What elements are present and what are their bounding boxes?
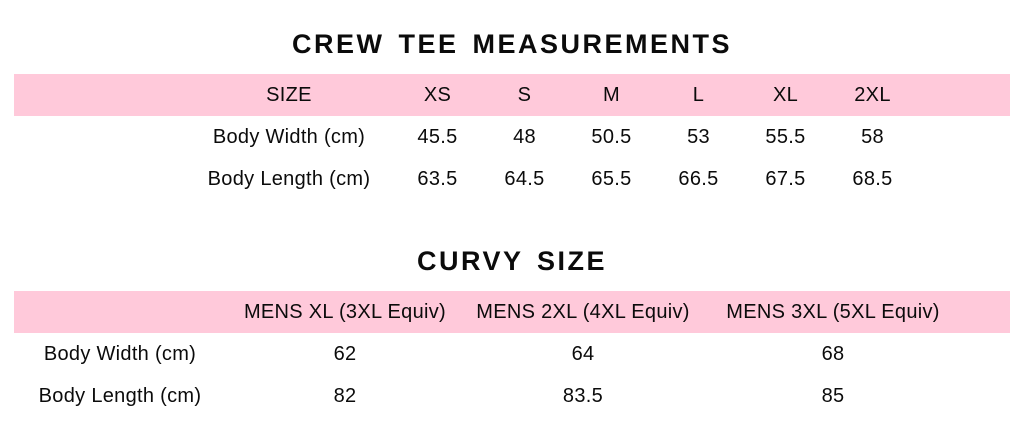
cell-value: 66.5 xyxy=(678,167,719,190)
cell-value: 62 xyxy=(333,342,357,365)
cell-value: 82 xyxy=(333,384,357,407)
crew-table-title: CREW TEE MEASUREMENTS xyxy=(291,29,733,59)
column-header-l: L xyxy=(692,83,705,106)
column-header-m: M xyxy=(603,83,620,106)
crew-header-row xyxy=(14,74,1010,116)
cell-value: 65.5 xyxy=(591,167,632,190)
column-header-xs: XS xyxy=(423,83,452,106)
column-header-mens-2xl: MENS 2XL (4XL Equiv) xyxy=(476,300,690,323)
cell-value: 45.5 xyxy=(417,125,458,148)
cell-value: 64.5 xyxy=(504,167,545,190)
cell-value: 53 xyxy=(687,125,710,148)
column-header-mens-3xl: MENS 3XL (5XL Equiv) xyxy=(726,300,940,323)
column-header-size: SIZE xyxy=(266,83,312,106)
cell-value: 67.5 xyxy=(765,167,806,190)
curvy-size-table xyxy=(14,291,1010,417)
table-row-body-width xyxy=(14,116,1010,158)
table-row-body-length xyxy=(14,375,1010,417)
row-label: Body Length (cm) xyxy=(38,384,202,407)
row-label: Body Length (cm) xyxy=(207,167,371,190)
cell-value: 55.5 xyxy=(765,125,806,148)
cell-value: 58 xyxy=(861,125,884,148)
cell-value: 50.5 xyxy=(591,125,632,148)
crew-measurements-table xyxy=(14,74,1010,200)
cell-value: 68 xyxy=(821,342,845,365)
curvy-header-row xyxy=(14,291,1010,333)
column-header-s: S xyxy=(517,83,532,106)
cell-value: 83.5 xyxy=(562,384,604,407)
cell-value: 64 xyxy=(571,342,595,365)
table-row-body-length xyxy=(14,158,1010,200)
column-header-2xl: 2XL xyxy=(854,83,891,106)
cell-value: 63.5 xyxy=(417,167,458,190)
row-label: Body Width (cm) xyxy=(43,342,197,365)
column-header-xl: XL xyxy=(772,83,799,106)
cell-value: 68.5 xyxy=(852,167,893,190)
curvy-table-title: CURVY SIZE xyxy=(416,246,608,276)
cell-value: 48 xyxy=(513,125,536,148)
column-header-mens-xl: MENS XL (3XL Equiv) xyxy=(243,300,447,323)
table-row-body-width xyxy=(14,333,1010,375)
row-label: Body Width (cm) xyxy=(212,125,366,148)
cell-value: 85 xyxy=(821,384,845,407)
